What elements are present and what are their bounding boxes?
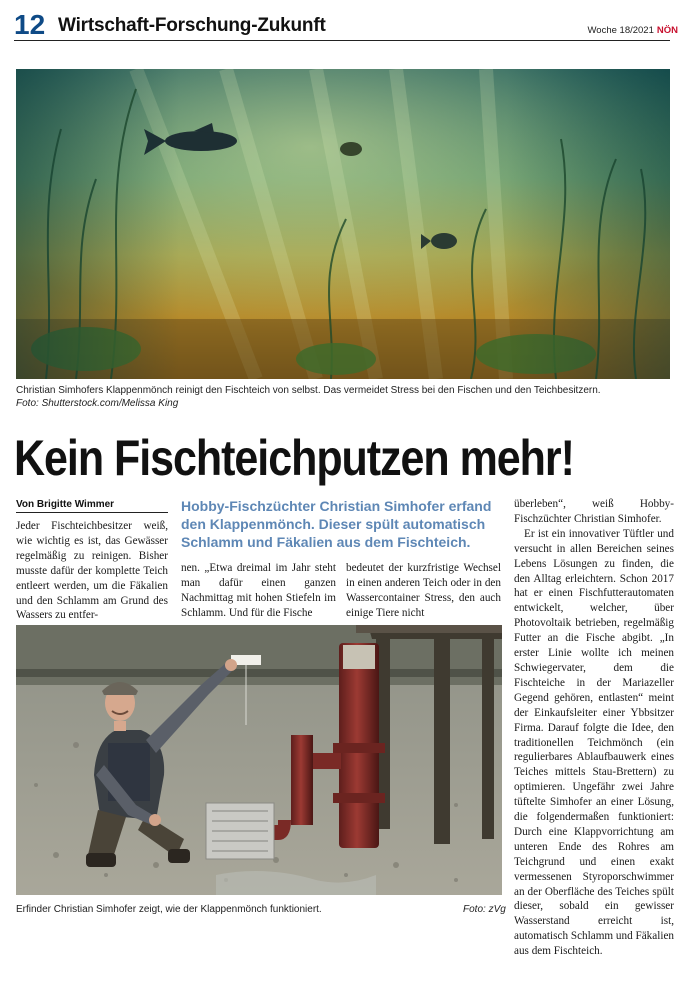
paragraph: bedeutet der kurzfristige Wechsel in einen anderen Teich oder in den Wassercontainer Stress, den auch einige Tiere nicht bbox=[346, 562, 501, 619]
body-column-2 bbox=[181, 561, 336, 621]
page-number: 12 bbox=[14, 9, 46, 40]
body-column-3 bbox=[346, 561, 501, 621]
hero-credit: Foto: Shutterstock.com/Melissa King bbox=[16, 398, 179, 409]
brand-logo: NÖN bbox=[656, 25, 678, 36]
body-column-4 bbox=[514, 497, 674, 959]
section-title: Wirtschaft-Forschung-Zukunft bbox=[58, 15, 326, 36]
header-rule bbox=[14, 40, 670, 41]
body-column-1 bbox=[16, 519, 168, 623]
byline: Von Brigitte Wimmer bbox=[16, 499, 168, 513]
paragraph: Jeder Fischteichbesitzer weiß, wie wichtig es ist, das Gewässer regelmäßig zu reinigen. Bisher musste dafür der komplette Teich entleert werden, um die Fäkalien und den Schlamm am Grund des Wassers zu entfer- bbox=[16, 520, 168, 622]
photo-credit: Foto: zVg bbox=[463, 904, 506, 915]
inventor-photo bbox=[16, 625, 502, 895]
article-headline: Kein Fischteichputzen mehr! bbox=[14, 430, 574, 486]
issue-label: Woche 18/2021 bbox=[587, 25, 654, 36]
photo-caption: Erfinder Christian Simhofer zeigt, wie der Klappenmönch funktioniert. bbox=[16, 904, 322, 915]
hero-caption: Christian Simhofers Klappenmönch reinigt den Fischteich von selbst. Das vermeidet Stress bei den Fischen und den Teichbesitzern. bbox=[16, 385, 601, 396]
hero-image-underwater-pond bbox=[16, 69, 670, 379]
paragraph: überleben“, weiß Hobby-Fischzüchter Christian Simhofer. bbox=[514, 498, 674, 525]
issue-info bbox=[588, 25, 679, 36]
article-lead: Hobby-Fischzüchter Christian Simhofer erfand den Klappenmönch. Dieser spült automatisch Schlamm und Fäkalien aus dem Fischteich. bbox=[181, 498, 492, 550]
paragraph: Er ist ein innovativer Tüftler und versucht in allen Bereichen seines Lebens Lösungen zu finden, die den Alltag erleichtern. Schon 2017 hat er einen Fischfutterautomaten entwickelt, welcher, über Photovoltaik betrieben, regelmäßig Futter an die Fische abgibt. „In erster Linie wollte ich meinen Schwiegervater, dem die Fischteiche in der Mariazeller Gegend gehören, entlasten“ meint der Einkaufsleiter einer Ybbsitzer Firma. Darauf folgte die Idee, den traditionellen Teichmönch (ein regulierbares Ablaufbauwerk eines Teiches mittels Stau-Brettern) zu optimieren. Ungefähr zwei Jahre tüftelte Simhofer an einer Lösung, die folgendermaßen funktioniert: Durch eine Klappvorrichtung am unteren Ende des Rohres am Teichgrund und einen exakt vermessenen Styroporschwimmer an der Oberfläche des Teiches spült dieser, sobald ein gewisser Wasserstand erreicht ist, automatisch Schlamm und Fäkalien aus dem Fischteich. bbox=[514, 527, 675, 958]
paragraph: nen. „Etwa dreimal im Jahr steht man dafür einen ganzen Nachmittag mit hohen Stiefeln im Schlamm. Und für die Fische bbox=[181, 562, 336, 619]
